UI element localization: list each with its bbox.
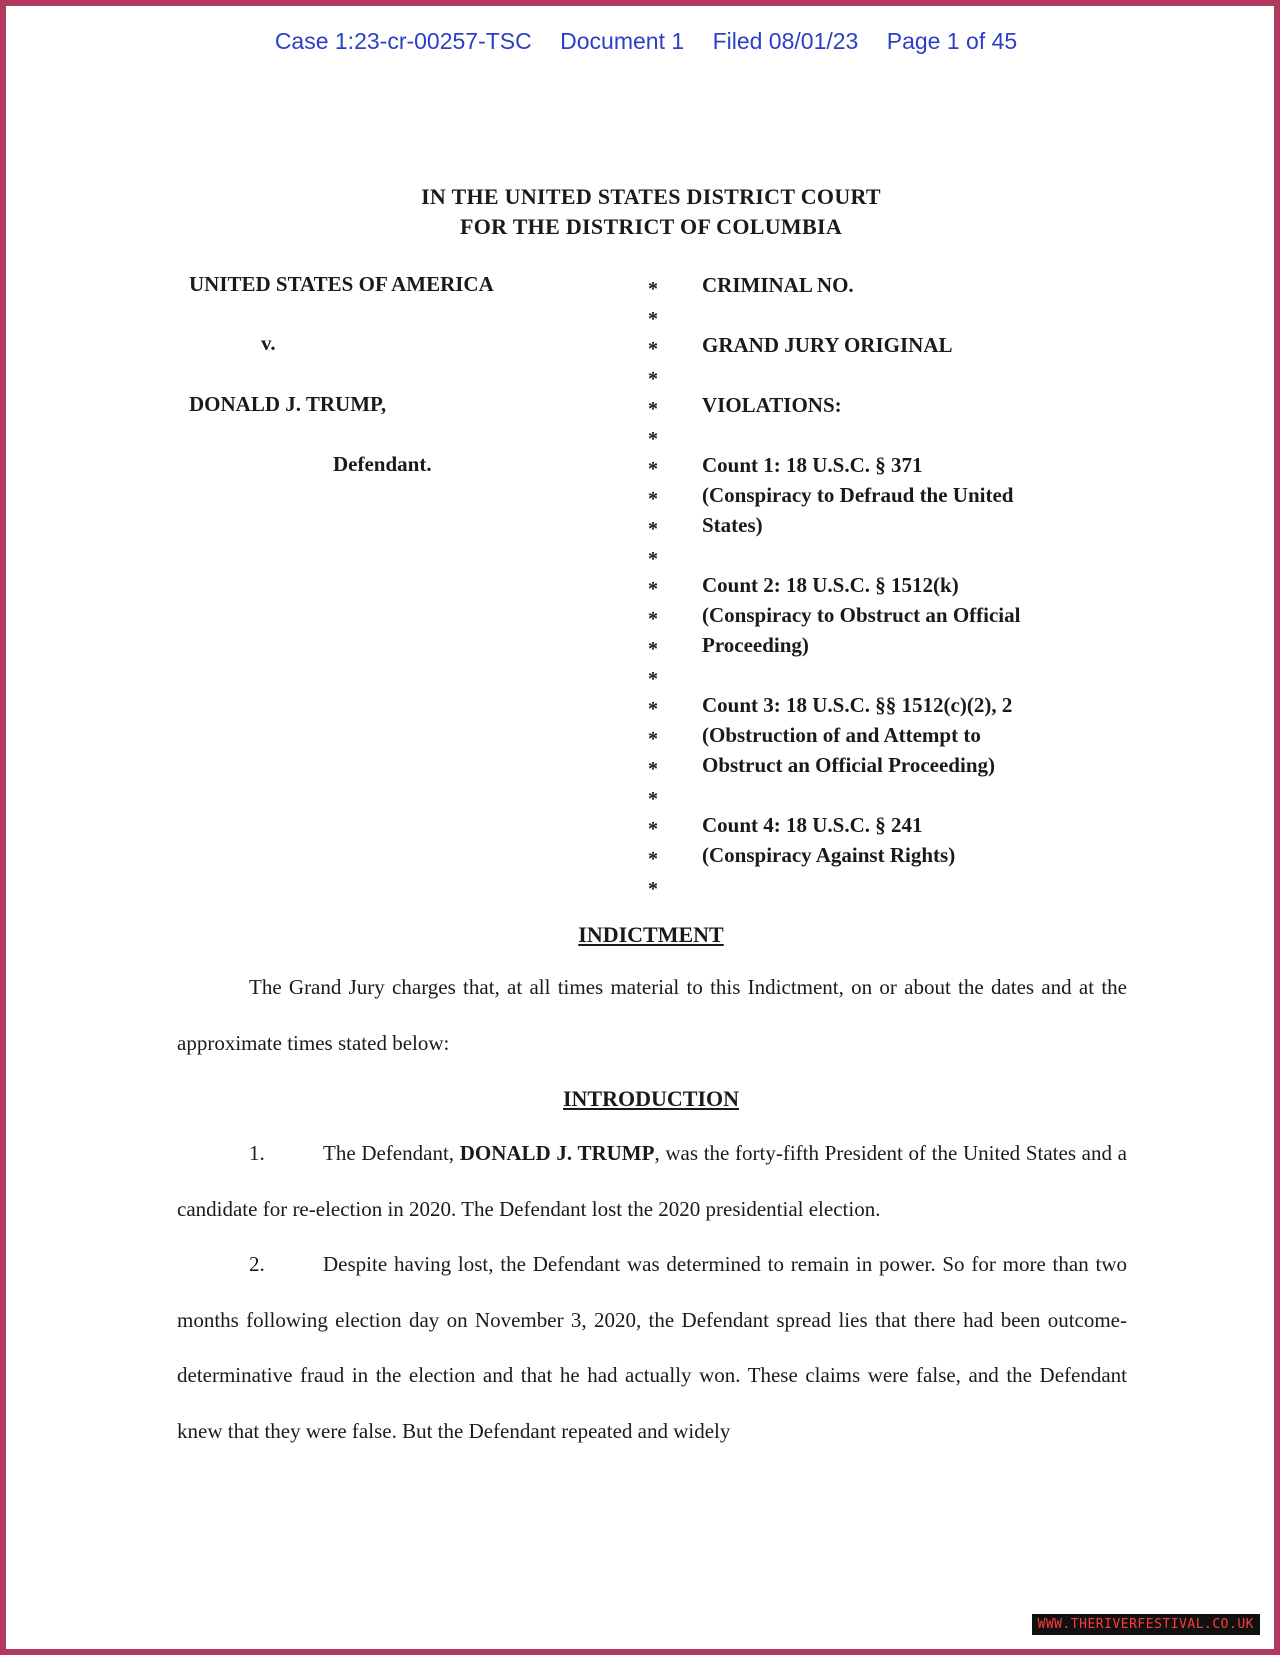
versus-label: v. — [261, 331, 276, 355]
paragraph-1: 1. The Defendant, DONALD J. TRUMP, was the forty-fifth President of the United States and a candidate for re-election in 2020. The Defendant lost the 2020 presidential election. — [177, 1126, 1127, 1237]
document-number: Document 1 — [560, 28, 685, 54]
criminal-no: CRIMINAL NO. — [702, 273, 854, 297]
paragraph-2-text: Despite having lost, the Defendant was determined to remain in power. So for more than two months following election day on November 3, 2020, the Defendant spread lies that there had been outcome-determinative fraud in the election and that he had actually won. These claims were false, and the Defendant knew that they were false. But the Defendant repeated and widely — [177, 1252, 1127, 1443]
filed-date: Filed 08/01/23 — [712, 28, 859, 54]
defendant-name: DONALD J. TRUMP, — [189, 392, 387, 416]
count-2-description-cont: Proceeding) — [702, 633, 809, 657]
defendant-name-inline: DONALD J. TRUMP — [459, 1141, 655, 1165]
indictment-intro-text: The Grand Jury charges that, at all times material to this Indictment, on or about the dates and at the approximate times stated below: — [177, 975, 1127, 1055]
caption-separator: * * * * * * * * * * * * * * * * * * * * * — [648, 278, 658, 900]
count-1-description-cont: States) — [702, 513, 763, 537]
grand-jury-original: GRAND JURY ORIGINAL — [702, 333, 953, 357]
count-2-statute: Count 2: 18 U.S.C. § 1512(k) — [702, 573, 959, 597]
introduction-body — [177, 1126, 1127, 1459]
paragraph-2-number: 2. — [249, 1252, 265, 1276]
count-4-description: (Conspiracy Against Rights) — [702, 843, 956, 867]
case-details — [702, 270, 1102, 900]
introduction-title: INTRODUCTION — [562, 1086, 740, 1111]
site-watermark: WWW.THERIVERFESTIVAL.CO.UK — [1032, 1614, 1261, 1635]
indictment-title: INDICTMENT — [578, 922, 724, 947]
count-1-statute: Count 1: 18 U.S.C. § 371 — [702, 453, 923, 477]
case-number: Case 1:23-cr-00257-TSC — [274, 28, 532, 54]
court-line-1: IN THE UNITED STATES DISTRICT COURT — [421, 184, 881, 209]
plaintiff-name: UNITED STATES OF AMERICA — [189, 272, 494, 296]
violations-label: VIOLATIONS: — [702, 393, 842, 417]
court-heading — [6, 182, 1280, 242]
filing-stamp — [6, 28, 1280, 55]
count-2-description: (Conspiracy to Obstruct an Official — [702, 603, 1021, 627]
count-3-description-cont: Obstruct an Official Proceeding) — [702, 753, 995, 777]
paragraph-2 — [177, 1237, 1127, 1459]
count-3-description: (Obstruction of and Attempt to — [702, 723, 981, 747]
page-count: Page 1 of 45 — [886, 28, 1018, 54]
count-4-statute: Count 4: 18 U.S.C. § 241 — [702, 813, 923, 837]
indictment-intro — [177, 960, 1127, 1071]
defendant-label: Defendant. — [333, 452, 432, 476]
court-line-2: FOR THE DISTRICT OF COLUMBIA — [459, 214, 843, 239]
count-1-description: (Conspiracy to Defraud the United — [702, 483, 1014, 507]
paragraph-1-number: 1. — [249, 1141, 265, 1165]
count-3-statute: Count 3: 18 U.S.C. §§ 1512(c)(2), 2 — [702, 693, 1013, 717]
